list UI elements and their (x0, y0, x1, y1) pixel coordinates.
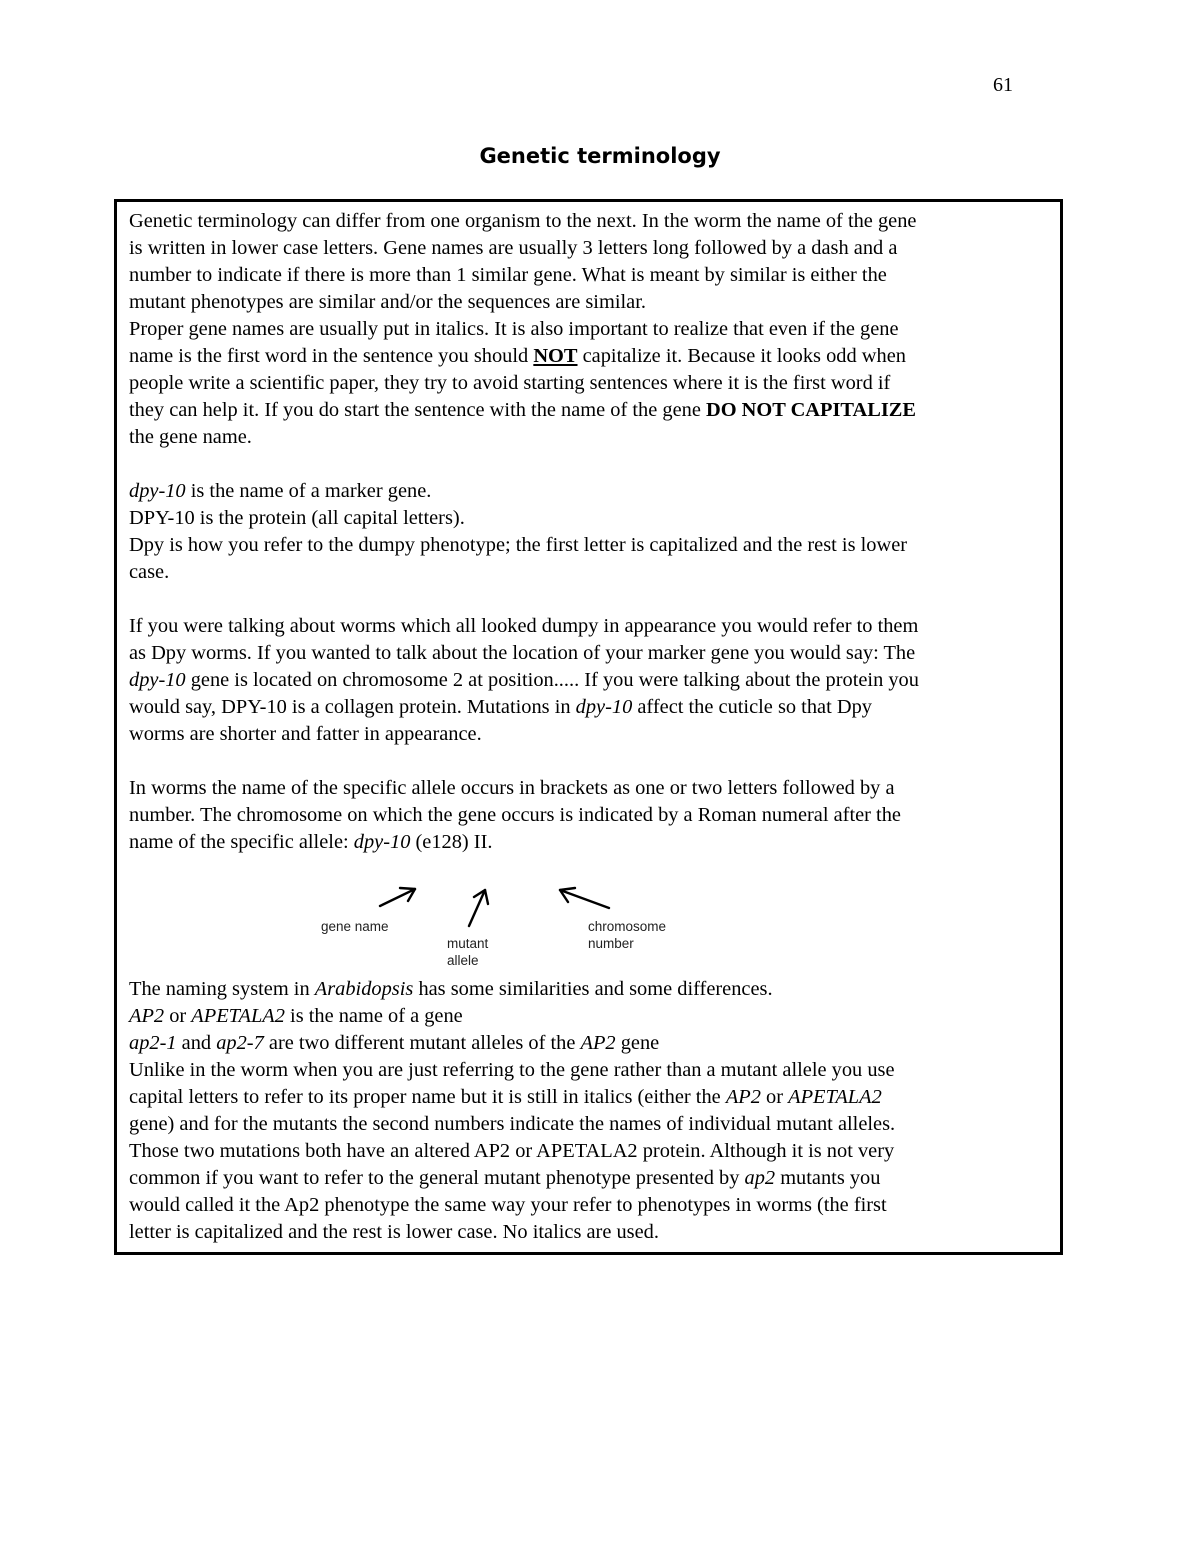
paragraph-line: letter is capitalized and the rest is lower case. No italics are used. (129, 1221, 659, 1243)
text-run: name of the specific allele: (129, 831, 354, 853)
gene-name-italic: APETALA2 (788, 1086, 882, 1108)
text-run: affect the cuticle so that Dpy (632, 696, 872, 718)
gene-name-italic: dpy-10 (129, 480, 186, 502)
label-line: allele (447, 953, 479, 968)
content-body (129, 208, 1054, 1246)
paragraph-line: If you were talking about worms which all looked dumpy in appearance you would refer to them (129, 615, 919, 637)
paragraph-line: In worms the name of the specific allele occurs in brackets as one or two letters followed by a (129, 777, 895, 799)
text-run: gene is located on chromosome 2 at position..... If you were talking about the protein you (185, 669, 919, 691)
paragraph-line: people write a scientific paper, they try to avoid starting sentences where it is the first word if (129, 372, 891, 394)
paragraph-line (129, 478, 1054, 505)
spacer (129, 586, 1054, 613)
page-number: 61 (993, 74, 1013, 96)
paragraph-line: is written in lower case letters. Gene names are usually 3 letters long followed by a dash and a (129, 237, 898, 259)
paragraph-line: Genetic terminology can differ from one organism to the next. In the worm the name of the gene (129, 210, 917, 232)
text-run: capitalize it. Because it looks odd when (577, 345, 906, 367)
text-run: mutants you (775, 1167, 881, 1189)
paragraph-line: worms are shorter and fatter in appearance. (129, 723, 482, 745)
paragraph-line: Dpy is how you refer to the dumpy phenotype; the first letter is capitalized and the rest is lower (129, 534, 908, 556)
text-run: are two different mutant alleles of the (263, 1032, 581, 1054)
spacer (129, 451, 1054, 478)
paragraph-line: the gene name. (129, 426, 252, 448)
label-chromosome-number (588, 918, 666, 952)
paragraph-line: DPY-10 is the protein (all capital letters). (129, 507, 465, 529)
spacer (129, 748, 1054, 775)
text-run: and (176, 1032, 217, 1054)
allele-name-italic: ap2 (744, 1167, 776, 1189)
paragraph-line (129, 343, 1054, 370)
gene-name-italic: dpy-10 (129, 669, 186, 691)
gene-name-italic: APETALA2 (191, 1005, 285, 1027)
content-box (114, 199, 1063, 1255)
paragraph-line (129, 1030, 1054, 1057)
text-run: is the name of a gene (284, 1005, 463, 1027)
paragraph-line (129, 1165, 1054, 1192)
gene-name-italic: dpy-10 (575, 696, 633, 718)
gene-name-italic: AP2 (580, 1032, 616, 1054)
allele-name-italic: ap2-1 (129, 1032, 177, 1054)
label-line: number (588, 936, 634, 951)
paragraph-line (129, 829, 1054, 856)
paragraph-line (129, 397, 1054, 424)
paragraph-line: gene) and for the mutants the second numbers indicate the names of individual mutant alleles. (129, 1113, 896, 1135)
text-run: common if you want to refer to the general mutant phenotype presented by (129, 1167, 745, 1189)
paragraph-line: as Dpy worms. If you wanted to talk about the location of your marker gene you would say: The (129, 642, 916, 664)
page-title: Genetic terminology (479, 144, 721, 168)
label-line: chromosome (588, 919, 667, 934)
text-run: gene (615, 1032, 660, 1054)
text-run: (e128) II. (410, 831, 493, 853)
text-run: name is the first word in the sentence you should (129, 345, 534, 367)
paragraph-line (129, 667, 1054, 694)
arrows-graphic (129, 856, 1054, 976)
paragraph-line: number. The chromosome on which the gene occurs is indicated by a Roman numeral after the (129, 804, 901, 826)
paragraph-line: Those two mutations both have an altered AP2 or APETALA2 protein. Although it is not very (129, 1140, 895, 1162)
paragraph-line (129, 694, 1054, 721)
label-line: mutant (447, 936, 489, 951)
text-run: they can help it. If you do start the sentence with the name of the gene (129, 399, 706, 421)
allele-name-italic: ap2-7 (216, 1032, 264, 1054)
allele-notation-diagram (129, 856, 1054, 976)
gene-name-italic: AP2 (725, 1086, 761, 1108)
paragraph-line: case. (129, 561, 170, 583)
organism-name-italic: Arabidopsis (314, 978, 414, 1000)
text-run: The naming system in (129, 978, 315, 1000)
paragraph-line: would called it the Ap2 phenotype the same way your refer to phenotypes in worms (the first (129, 1194, 887, 1216)
text-run: capital letters to refer to its proper name but it is still in italics (either the (129, 1086, 726, 1108)
emphasis-do-not-capitalize: DO NOT CAPITALIZE (705, 399, 916, 421)
label-mutant-allele (447, 935, 488, 969)
label-gene-name: gene name (321, 919, 389, 934)
text-run: would say, DPY-10 is a collagen protein. Mutations in (129, 696, 576, 718)
text-run: or (760, 1086, 789, 1108)
paragraph-line: mutant phenotypes are similar and/or the sequences are similar. (129, 291, 646, 313)
gene-name-italic: AP2 (129, 1005, 165, 1027)
text-run: has some similarities and some differences. (413, 978, 773, 1000)
text-run: or (164, 1005, 192, 1027)
gene-name-italic: dpy-10 (353, 831, 411, 853)
paragraph-line: number to indicate if there is more than 1 similar gene. What is meant by similar is either the (129, 264, 887, 286)
paragraph-line: Unlike in the worm when you are just referring to the gene rather than a mutant allele you use (129, 1059, 895, 1081)
paragraph-line (129, 976, 1054, 1003)
paragraph-line (129, 1003, 1054, 1030)
paragraph-line (129, 1084, 1054, 1111)
text-run: is the name of a marker gene. (185, 480, 432, 502)
emphasis-not: NOT (533, 345, 578, 367)
paragraph-line: Proper gene names are usually put in italics. It is also important to realize that even if the gene (129, 318, 899, 340)
